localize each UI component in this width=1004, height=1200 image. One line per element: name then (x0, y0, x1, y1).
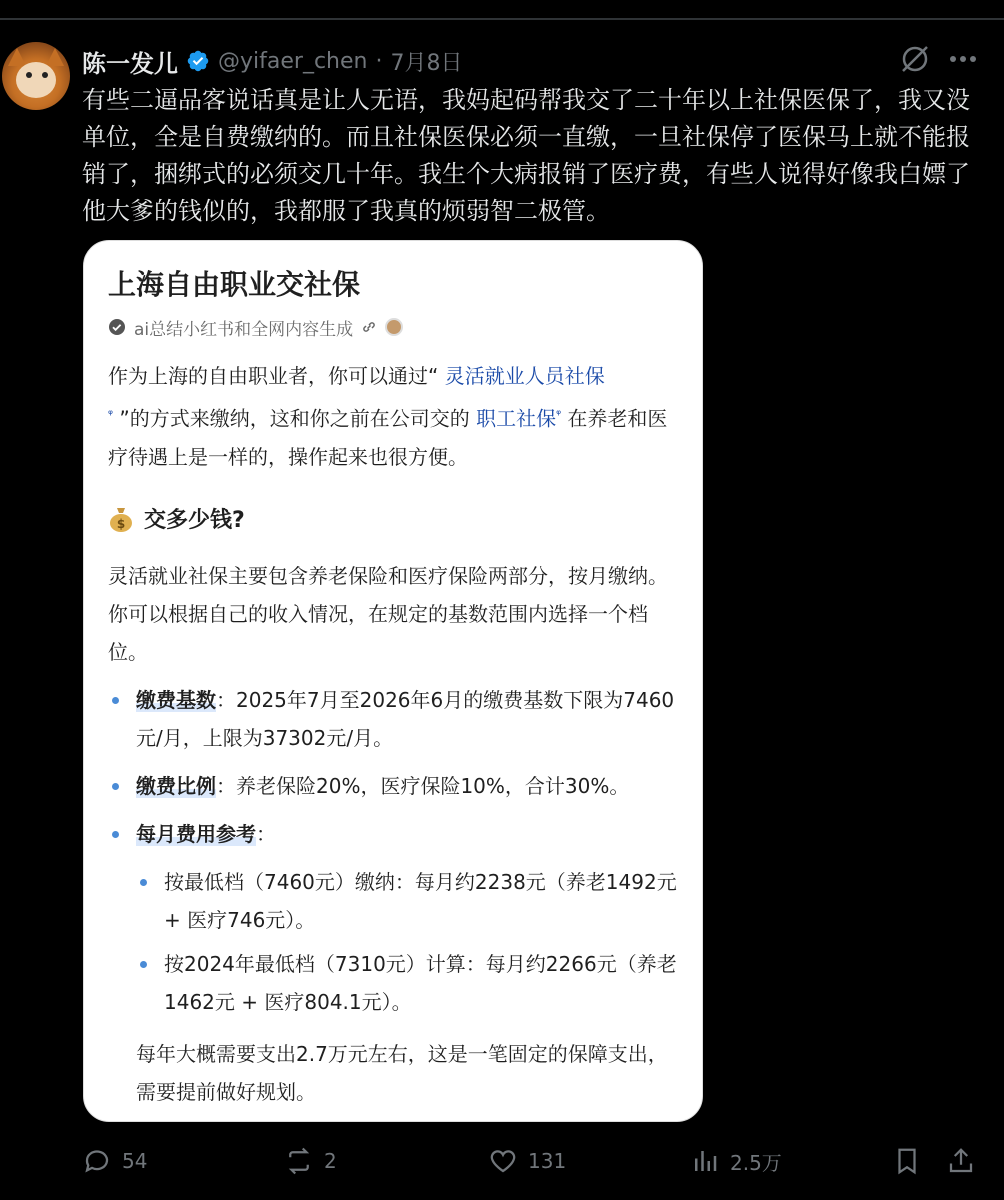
share-button[interactable] (946, 1146, 976, 1176)
intro-text-1: 作为上海的自由职业者，你可以通过“ (108, 364, 445, 388)
mini-avatar (385, 318, 403, 336)
cat-face (16, 62, 56, 98)
attached-image-card[interactable] (83, 240, 703, 1122)
tweet-date[interactable]: 7月8日 (390, 50, 463, 76)
bullet-label: 缴费比例 (136, 774, 216, 798)
avatar[interactable] (2, 42, 70, 110)
card-source-text: ai总结小红书和全网内容生成 (134, 319, 354, 340)
cat-ear-left (8, 48, 26, 66)
more-options-icon[interactable] (946, 44, 980, 74)
bullet-label: 缴费基数 (136, 688, 216, 712)
reply-count: 54 (122, 1149, 148, 1173)
action-bar (0, 1140, 1004, 1184)
sub-list (136, 863, 680, 1021)
bullet-text: ：2025年7月至2026年6月的缴费基数下限为7460元/月，上限为37302元/月。 (136, 688, 675, 750)
search-icon[interactable]: ᵠ (556, 407, 562, 421)
retweet-icon (284, 1146, 314, 1176)
check-badge-icon (108, 318, 126, 336)
verified-badge-icon (186, 49, 210, 73)
grok-icon[interactable] (898, 42, 932, 76)
money-bag-icon (108, 505, 134, 533)
tweet-header (82, 44, 462, 78)
view-count: 2.5万 (730, 1150, 782, 1175)
cat-eye-left (26, 72, 32, 78)
section-heading (108, 503, 245, 534)
like-button[interactable] (488, 1146, 566, 1176)
like-count: 131 (528, 1149, 567, 1173)
list-item (108, 815, 680, 853)
bullet-label: 每月费用参考 (136, 822, 256, 846)
heart-icon (488, 1146, 518, 1176)
section-title: 交多少钱? (144, 508, 245, 533)
list-item: 按最低档（7460元）缴纳：每月约2238元（养老1492元 + 医疗746元）。 (136, 863, 680, 939)
reply-button[interactable] (82, 1146, 147, 1176)
bookmark-icon (892, 1146, 922, 1176)
analytics-icon (690, 1146, 720, 1176)
list-item (108, 681, 680, 757)
cat-eye-right (42, 72, 48, 78)
card-source (108, 315, 403, 339)
section-paragraph: 灵活就业社保主要包含养老保险和医疗保险两部分，按月缴纳。你可以根据自己的收入情况，在规定的基数范围内选择一个档位。 (108, 564, 668, 664)
reply-icon (82, 1146, 112, 1176)
list-item: 按2024年最低档（7310元）计算：每月约2266元（养老1462元 + 医疗804.1元）。 (136, 945, 680, 1021)
display-name[interactable]: 陈一发儿 (82, 49, 178, 78)
link-flexible-employment[interactable]: 灵活就业人员社保 (444, 364, 605, 388)
separator-dot: · (375, 48, 383, 74)
fee-list (108, 681, 680, 1111)
link-icon[interactable] (361, 319, 377, 335)
user-handle[interactable]: @yifaer_chen (218, 48, 368, 74)
link-employee-insurance[interactable]: 职工社保 (476, 406, 557, 431)
bullet-text: ： (256, 822, 276, 846)
views-button[interactable] (690, 1146, 782, 1176)
share-icon (946, 1146, 976, 1176)
card-intro (108, 357, 680, 476)
bullet-text: ：养老保险20%，医疗保险10%，合计30%。 (216, 774, 630, 798)
intro-text-3: 在养老和医疗待遇上是一样的，操作起来也很方便。 (108, 406, 668, 469)
retweet-count: 2 (324, 1149, 337, 1173)
top-divider (0, 18, 1004, 20)
summary-text: 每年大概需要支出2.7万元左右，这是一笔固定的保障支出，需要提前做好规划。 (136, 1042, 668, 1104)
list-item (108, 767, 680, 805)
cat-ear-right (46, 48, 64, 66)
search-icon[interactable]: ᵠ (108, 407, 113, 421)
svg-text:$: $ (116, 516, 126, 531)
bookmark-button[interactable] (892, 1146, 922, 1176)
intro-text-2: ”的方式来缴纳，这和你之前在公司交的 (113, 406, 477, 431)
card-title: 上海自由职业交社保 (108, 268, 361, 301)
retweet-button[interactable] (284, 1146, 337, 1176)
tweet-text: 有些二逼品客说话真是让人无语，我妈起码帮我交了二十年以上社保医保了，我又没单位，全是自费缴纳的。而且社保医保必须一直缴，一旦社保停了医保马上就不能报销了，捆绑式的必须交几十年。我生个大病报销了医疗费，有些人说得好像我白嫖了他大爹的钱似的，我都服了我真的烦弱智二极管。 (82, 86, 970, 225)
